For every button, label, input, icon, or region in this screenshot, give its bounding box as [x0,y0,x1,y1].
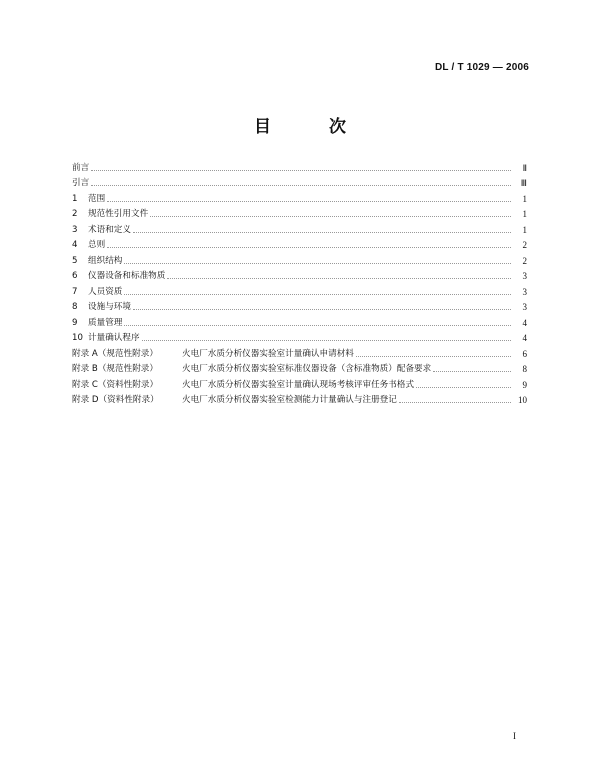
toc-entry-1[interactable] [72,188,527,204]
toc-entry-label: 规范性引用文件 [88,209,149,219]
document-code: DL / T 1029 — 2006 [434,62,529,73]
toc-leader-dots [91,184,511,186]
appendix-title: 火电厂水质分析仪器实验室检测能力计量确认与注册登记 [182,395,397,405]
toc-appendix-c[interactable] [72,374,527,390]
toc-entry-label: 术语和定义 [88,224,131,235]
toc-entry-page: 9 [522,379,527,390]
toc-entry-label: 前言 [72,162,90,173]
toc-entry-number: 7 [72,286,78,297]
toc-entry-label: 人员资质 [88,286,123,297]
toc-entry-label: 引言 [72,178,90,188]
toc-appendix-a[interactable] [72,343,527,359]
toc-entry-page: 6 [522,348,527,359]
toc-entry-number: 10 [72,333,83,343]
page-number: I [513,731,516,741]
appendix-label: 附录 D（资料性附录） [72,395,159,405]
toc-entry-5[interactable] [72,250,527,266]
toc-entry-page: 3 [522,271,527,281]
toc-appendix-b[interactable] [72,359,527,375]
toc-entry-page: 4 [522,333,527,343]
toc-entry-9[interactable] [72,312,527,328]
appendix-label: 附录 A（规范性附录） [72,348,158,359]
toc-entry-page: 2 [522,240,527,250]
toc-entry-number: 3 [72,224,78,235]
appendix-title: 火电厂水质分析仪器实验室标准仪器设备（含标准物质）配备要求 [182,364,432,374]
appendix-title: 火电厂水质分析仪器实验室计量确认申请材料 [182,348,354,359]
toc-entry-page: 1 [522,193,527,204]
appendix-label: 附录 B（规范性附录） [72,364,158,374]
toc-leader-dots [433,370,511,372]
table-of-contents [72,157,527,405]
toc-entry-label: 组织结构 [88,255,123,266]
toc-entry-page: Ⅱ [522,162,527,173]
toc-entry-number: 4 [72,240,78,250]
toc-entry-number: 1 [72,193,78,204]
toc-entry-label: 总则 [88,240,106,250]
toc-entry-page: 8 [522,364,527,374]
toc-leader-dots [167,277,511,279]
toc-leader-dots [91,169,511,171]
toc-entry-page: Ⅲ [520,178,527,188]
appendix-label: 附录 C（资料性附录） [72,379,159,390]
toc-entry-3[interactable] [72,219,527,235]
toc-entry-10[interactable] [72,328,527,344]
toc-entry-7[interactable] [72,281,527,297]
toc-entry-label: 质量管理 [88,317,123,328]
toc-entry-4[interactable] [72,235,527,251]
toc-leader-dots [416,386,511,388]
toc-appendix-d[interactable] [72,390,527,406]
toc-entry-label: 计量确认程序 [88,333,140,343]
toc-entry-page: 1 [522,224,527,235]
appendix-title: 火电厂水质分析仪器实验室计量确认现场考核评审任务书格式 [182,379,415,390]
toc-entry-6[interactable] [72,266,527,282]
toc-entry-page: 2 [522,255,527,266]
toc-entry-page: 10 [518,395,527,405]
toc-entry-label: 仪器设备和标准物质 [88,271,166,281]
toc-leader-dots [142,339,511,341]
toc-leader-dots [124,293,511,295]
toc-entry-number: 8 [72,302,78,312]
toc-leader-dots [150,215,511,217]
toc-leader-dots [356,355,511,357]
toc-entry-page: 3 [522,286,527,297]
toc-leader-dots [107,200,511,202]
toc-leader-dots [399,401,511,403]
toc-entry-page: 4 [522,317,527,328]
toc-entry-number: 5 [72,255,78,266]
toc-leader-dots [133,231,511,233]
toc-entry-number: 9 [72,317,78,328]
toc-entry-number: 6 [72,271,78,281]
toc-leader-dots [107,246,511,248]
toc-entry-page: 1 [522,209,527,219]
toc-entry-foreword[interactable] [72,157,527,173]
toc-entry-introduction[interactable] [72,173,527,189]
toc-leader-dots [133,308,511,310]
toc-entry-label: 设施与环境 [88,302,131,312]
toc-entry-label: 范围 [88,193,106,204]
toc-entry-page: 3 [522,302,527,312]
toc-leader-dots [124,324,511,326]
toc-entry-number: 2 [72,209,78,219]
page-title: 目 次 [254,117,372,137]
toc-entry-2[interactable] [72,204,527,220]
toc-entry-8[interactable] [72,297,527,313]
toc-leader-dots [124,262,511,264]
